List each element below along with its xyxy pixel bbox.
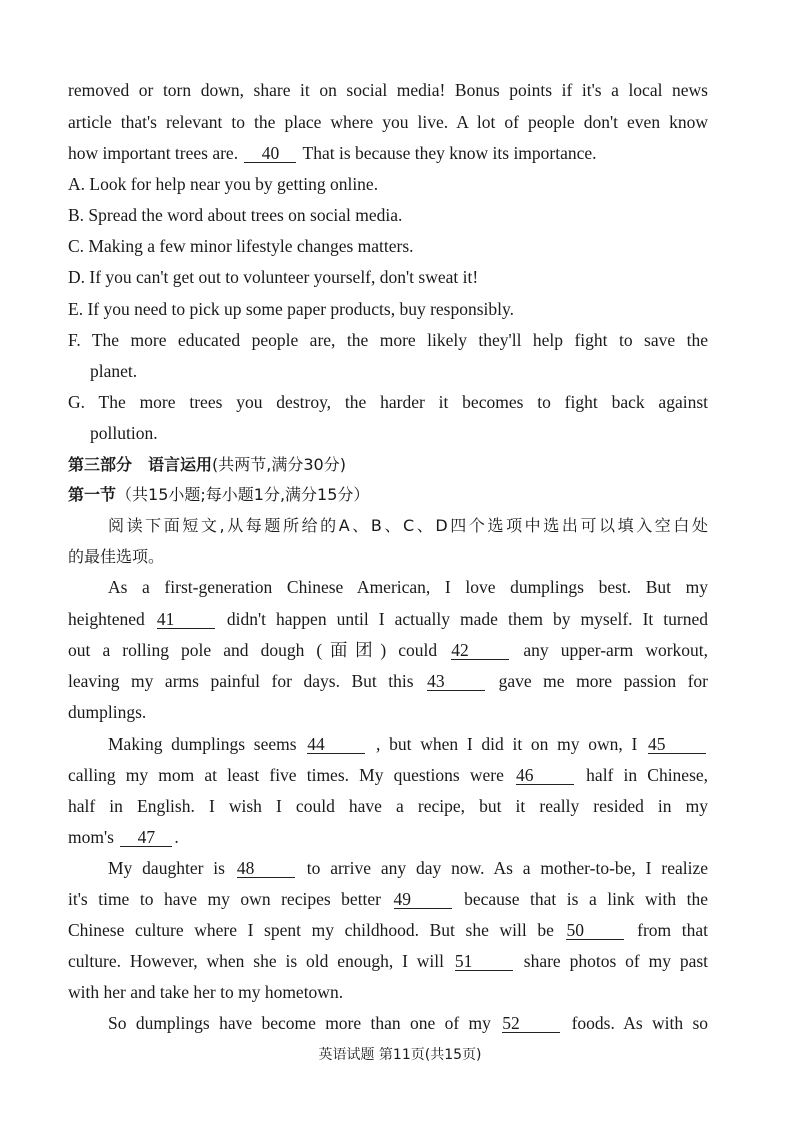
passage-line-3-post: That is because they know its importance. bbox=[302, 143, 597, 163]
blank-43: 43 bbox=[427, 672, 485, 691]
text-seg: Making dumplings seems bbox=[108, 734, 297, 754]
text-seg: heightened bbox=[68, 609, 145, 629]
text-seg: My daughter is bbox=[108, 858, 225, 878]
option-d: D. If you can't get out to volunteer yourself, don't sweat it! bbox=[68, 267, 479, 287]
option-a: A. Look for help near you by getting online. bbox=[68, 174, 379, 194]
cloze-p1-line-2 bbox=[68, 608, 708, 630]
option-f-line-2: planet. bbox=[90, 361, 138, 381]
option-f-line-1: F. The more educated people are, the more likely they'll help fight to save the bbox=[68, 330, 708, 350]
passage-line-2: article that's relevant to the place where you live. A lot of people don't even know bbox=[68, 112, 708, 132]
cloze-p1-line-3 bbox=[68, 639, 708, 661]
text-seg: gave me more passion for bbox=[498, 671, 709, 691]
text-seg: half in Chinese, bbox=[586, 765, 709, 785]
part3-heading bbox=[68, 454, 708, 476]
cloze-p1-line-5: dumplings. bbox=[68, 702, 147, 722]
blank-52: 52 bbox=[502, 1014, 560, 1033]
cloze-p2-line-1 bbox=[108, 733, 708, 755]
blank-51: 51 bbox=[455, 952, 513, 971]
text-seg: any upper-arm workout, bbox=[523, 640, 709, 660]
text-seg: from that bbox=[637, 920, 709, 940]
cloze-p3-line-5: with her and take her to my hometown. bbox=[68, 982, 344, 1002]
text-seg: share photos of my past bbox=[523, 951, 709, 971]
cloze-p1-line-1: As a first-generation Chinese American, I love dumplings best. But my bbox=[108, 577, 708, 597]
text-seg: culture. However, when she is old enough, I will bbox=[68, 951, 444, 971]
cloze-p2-line-4 bbox=[68, 826, 708, 848]
section1-note: （共15小题;每小题1分,满分15分） bbox=[116, 485, 370, 504]
text-seg: foods. As with so bbox=[571, 1013, 709, 1033]
text-seg: calling my mom at least five times. My questions were bbox=[68, 765, 504, 785]
cloze-p3-line-2 bbox=[68, 888, 708, 910]
cloze-p2-line-2 bbox=[68, 764, 708, 786]
blank-50: 50 bbox=[566, 921, 624, 940]
text-seg: leaving my arms painful for days. But this bbox=[68, 671, 414, 691]
option-b: B. Spread the word about trees on social media. bbox=[68, 205, 403, 225]
cloze-p2-line-3: half in English. I wish I could have a recipe, but it really resided in my bbox=[68, 796, 708, 816]
text-seg: mom's bbox=[68, 827, 114, 847]
blank-42: 42 bbox=[451, 641, 509, 660]
cloze-p4-line-1 bbox=[108, 1012, 708, 1034]
section1-title: 第一节 bbox=[68, 485, 117, 504]
text-seg: because that is a link with the bbox=[464, 889, 709, 909]
text-seg: , but when I did it on my own, I bbox=[376, 734, 638, 754]
blank-45: 45 bbox=[648, 735, 706, 754]
instruction-line-2: 的最佳选项。 bbox=[68, 547, 165, 566]
text-seg: So dumplings have become more than one of my bbox=[108, 1013, 491, 1033]
passage-line-3 bbox=[68, 142, 708, 164]
blank-48: 48 bbox=[237, 859, 295, 878]
part3-note: (共两节,满分30分) bbox=[212, 455, 346, 474]
blank-44: 44 bbox=[307, 735, 365, 754]
blank-40: 40 bbox=[244, 144, 296, 163]
text-seg: Chinese culture where I spent my childhood. But she will be bbox=[68, 920, 554, 940]
cloze-p3-line-3 bbox=[68, 919, 708, 941]
text-seg: . bbox=[174, 827, 179, 847]
blank-49: 49 bbox=[394, 890, 452, 909]
blank-46: 46 bbox=[516, 766, 574, 785]
text-seg: it's time to have my own recipes better bbox=[68, 889, 382, 909]
cloze-p3-line-1 bbox=[108, 857, 708, 879]
blank-41: 41 bbox=[157, 610, 215, 629]
option-g-line-2: pollution. bbox=[90, 423, 158, 443]
section1-heading bbox=[68, 484, 708, 506]
cloze-p3-line-4 bbox=[68, 950, 708, 972]
option-c: C. Making a few minor lifestyle changes matters. bbox=[68, 236, 414, 256]
option-g-line-1: G. The more trees you destroy, the harder it becomes to fight back against bbox=[68, 392, 708, 412]
text-seg: out a rolling pole and dough (面团) could bbox=[68, 640, 438, 660]
blank-47: 47 bbox=[120, 828, 172, 847]
text-seg: to arrive any day now. As a mother-to-be, I realize bbox=[306, 858, 708, 878]
option-e: E. If you need to pick up some paper products, buy responsibly. bbox=[68, 299, 514, 319]
passage-line-3-pre: how important trees are. bbox=[68, 143, 239, 163]
page-footer: 英语试题 第11页(共15页) bbox=[318, 1047, 482, 1063]
passage-line-1: removed or torn down, share it on social media! Bonus points if it's a local news bbox=[68, 80, 708, 100]
part3-title: 第三部分 语言运用 bbox=[68, 455, 213, 474]
instruction-line-1: 阅读下面短文,从每题所给的A、B、C、D四个选项中选出可以填入空白处 bbox=[108, 516, 708, 535]
text-seg: didn't happen until I actually made them by myself. It turned bbox=[226, 609, 709, 629]
cloze-p1-line-4 bbox=[68, 670, 708, 692]
